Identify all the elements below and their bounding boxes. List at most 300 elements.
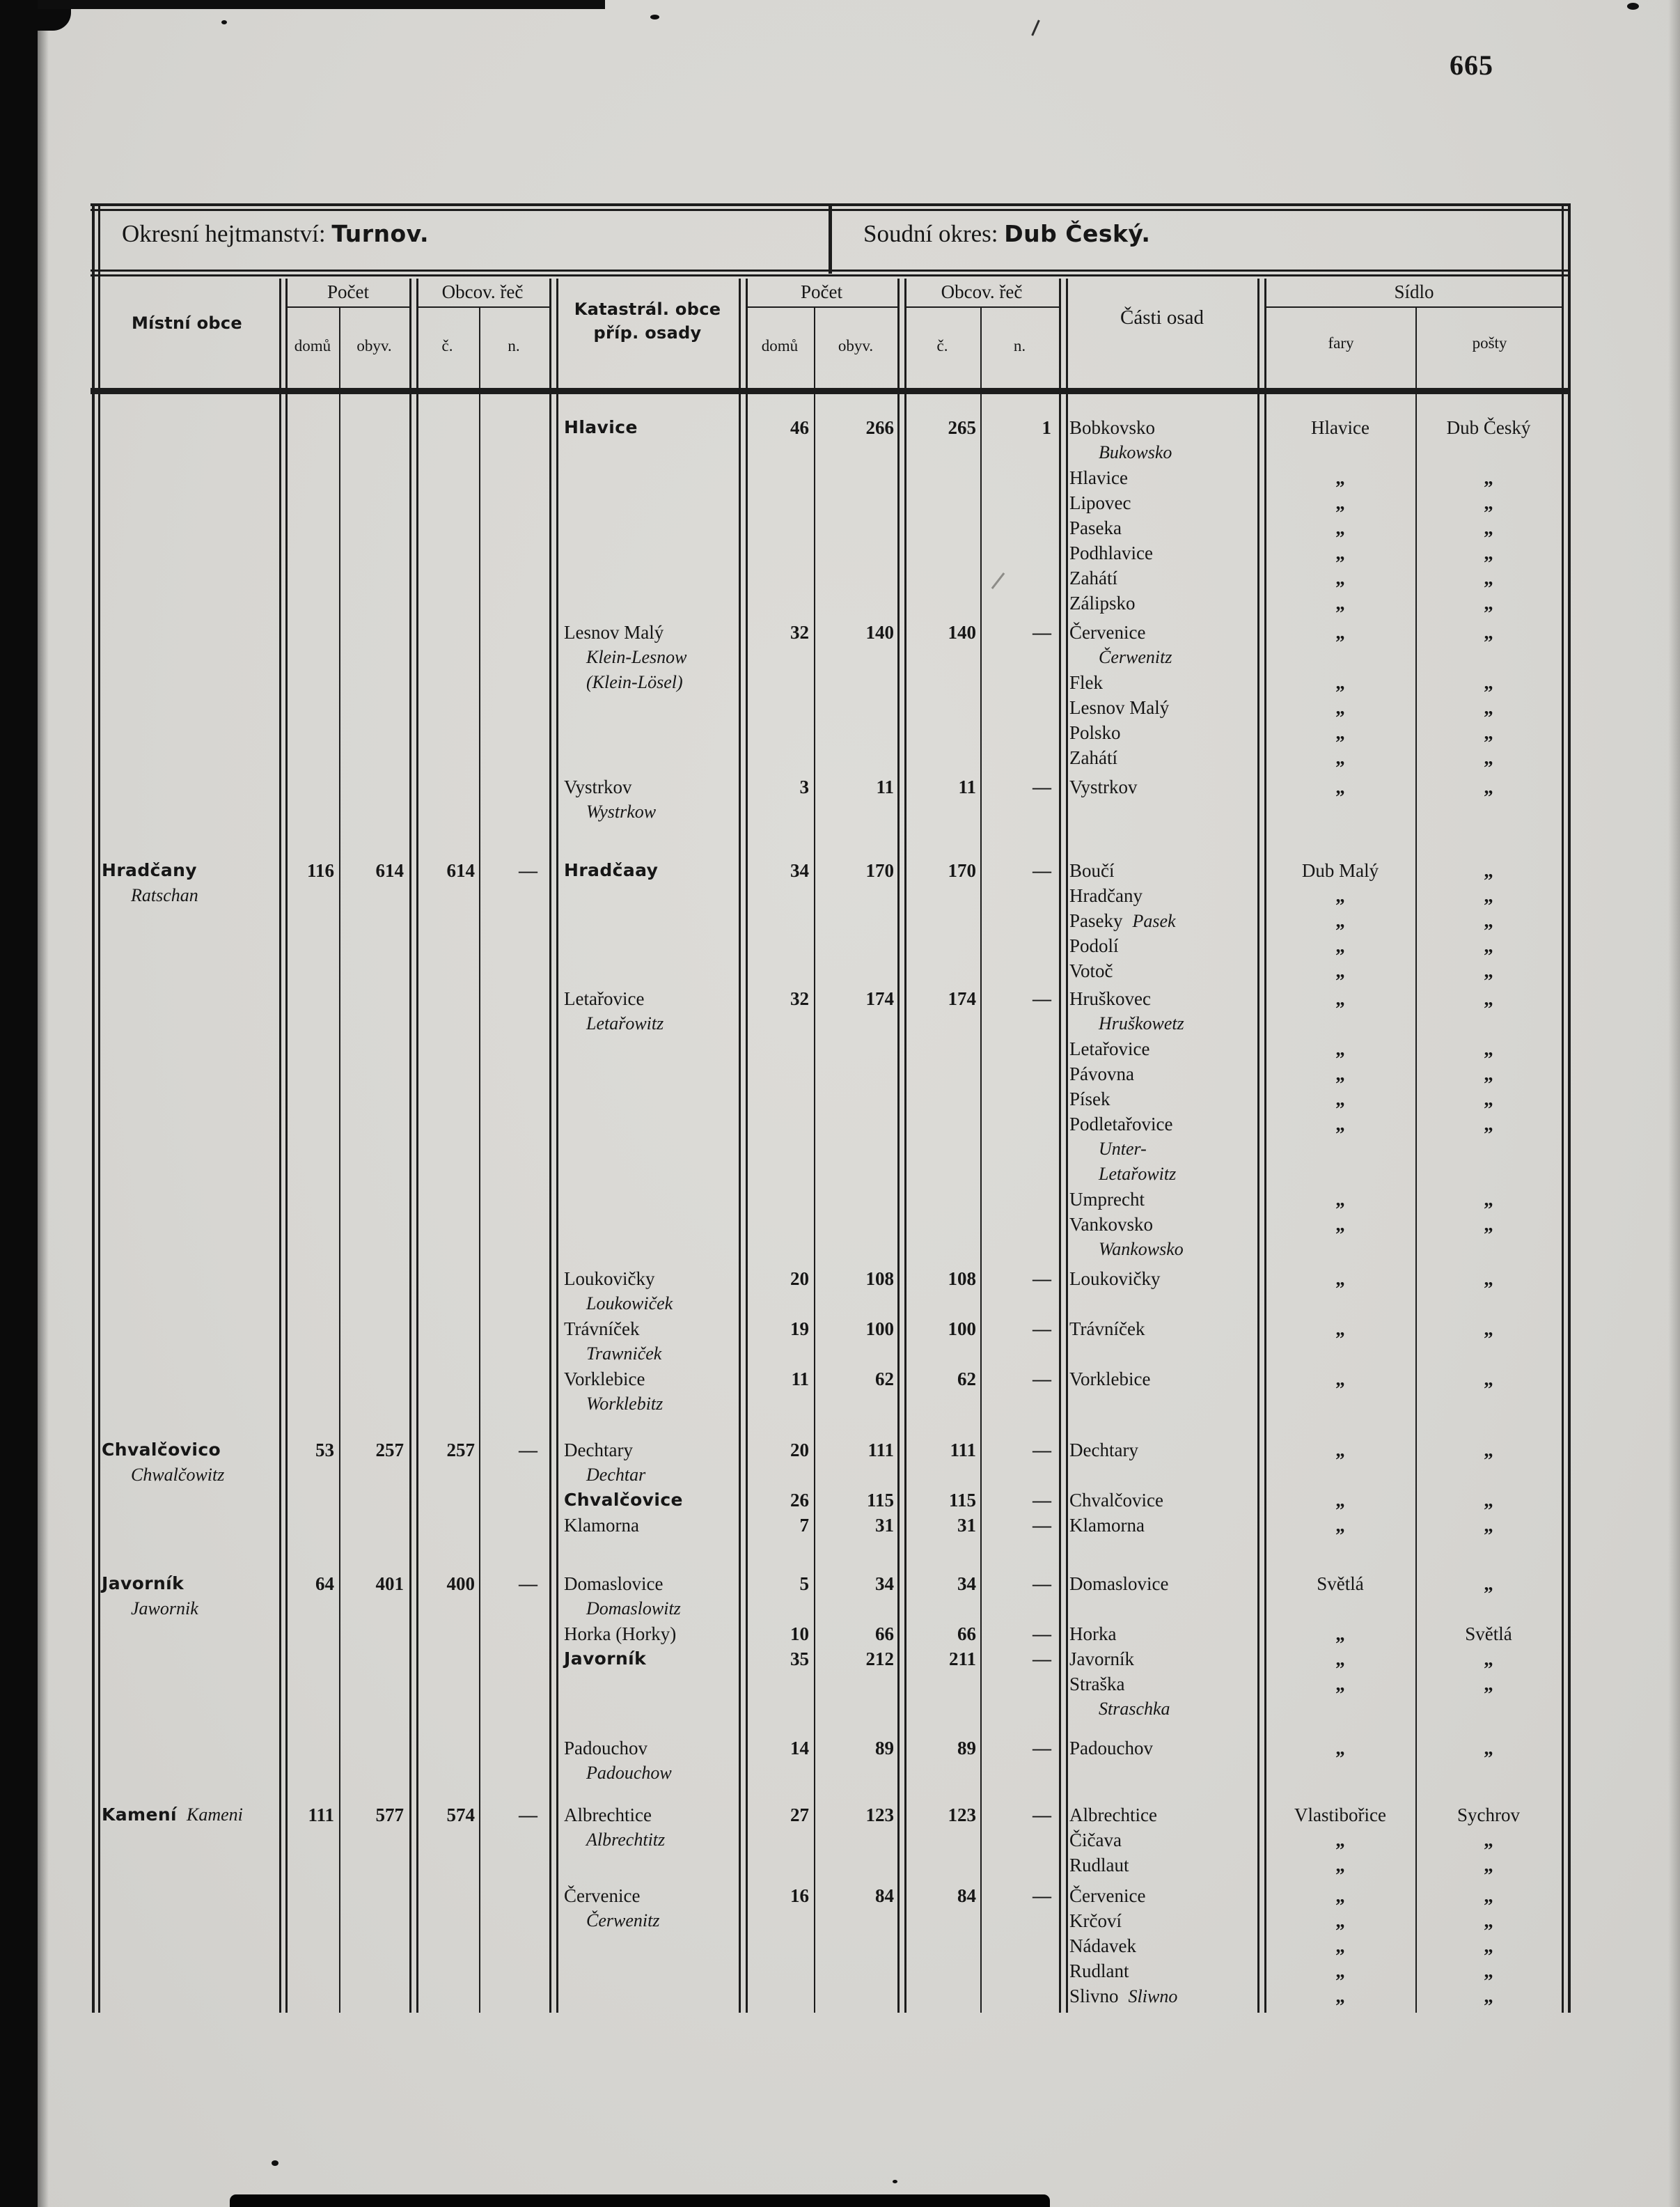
post-office-seat: Dub Český: [1446, 417, 1531, 438]
settlement-part-alt-name: Unter-: [1099, 1139, 1147, 1159]
german-speakers-count: —: [1033, 860, 1051, 881]
table-row: [91, 1342, 1570, 1367]
settlement-part-name: Polsko: [1069, 722, 1121, 743]
cadastral-name: Chvalčovice: [564, 1490, 683, 1510]
table-row: [91, 800, 1570, 825]
parish-seat: „: [1335, 722, 1345, 743]
czech-speakers-count: 257: [446, 1440, 475, 1460]
col-header-c-2: č.: [936, 337, 948, 354]
post-office-seat: „: [1484, 935, 1493, 956]
post-office-seat: „: [1484, 1440, 1493, 1460]
table-row: [91, 1187, 1570, 1212]
parish-seat: Vlastibořice: [1294, 1804, 1386, 1825]
population-count: 614: [375, 860, 404, 881]
parish-seat: „: [1335, 1623, 1345, 1644]
table-row: [91, 1959, 1570, 1984]
parish-seat: „: [1335, 568, 1345, 588]
district-heading-value: Turnov.: [331, 220, 430, 247]
post-office-seat: „: [1484, 885, 1493, 906]
german-speakers-count: —: [1033, 1440, 1051, 1460]
settlement-part-name: Letařovice: [1069, 1038, 1150, 1059]
table-row: [91, 646, 1570, 671]
settlement-part-name: Lesnov Malý: [1069, 697, 1170, 718]
court-district-heading-label: Soudní okres:: [863, 220, 998, 247]
parish-seat: „: [1335, 910, 1345, 931]
table-row: [91, 1803, 1570, 1828]
table-row: [91, 1622, 1570, 1647]
cadastral-alt-name: Worklebitz: [586, 1394, 664, 1414]
post-office-seat: „: [1484, 672, 1493, 693]
settlement-part-name: Straška: [1069, 1674, 1125, 1694]
settlement-part-name: Vystrkov: [1069, 777, 1138, 797]
german-speakers-count: —: [1033, 1368, 1051, 1389]
post-office-seat: „: [1484, 467, 1493, 488]
table-row: [91, 987, 1570, 1012]
col-header-fary: fary: [1328, 334, 1354, 352]
settlement-part-name: Paseka: [1069, 517, 1122, 538]
col-header-obyv-1: obyv.: [356, 337, 392, 354]
parish-seat: „: [1335, 1368, 1345, 1389]
settlement-part-name: Čičava: [1069, 1830, 1122, 1850]
houses-count: 32: [790, 988, 809, 1009]
table-row: [91, 696, 1570, 721]
cadastral-alt-name: Loukowiček: [586, 1293, 673, 1313]
settlement-part-name: Klamorna: [1069, 1515, 1145, 1536]
cadastral-name: Javorník: [564, 1648, 647, 1669]
col-header-pocet-1: Počet: [327, 281, 369, 302]
col-header-domu-1: domů: [294, 337, 331, 354]
houses-count: 3: [799, 777, 809, 797]
settlement-part-name: Rudlant: [1069, 1960, 1129, 1981]
settlement-part-name: Hruškovec: [1069, 988, 1151, 1009]
parish-seat: „: [1335, 885, 1345, 906]
german-speakers-count: —: [519, 860, 537, 881]
settlement-part-name: Flek: [1069, 672, 1104, 693]
municipality-name: Chvalčovico: [102, 1440, 221, 1460]
german-speakers-count: —: [1033, 1573, 1051, 1594]
municipality-alt-name: Chwalčowitz: [131, 1465, 225, 1485]
col-header-posty: pošty: [1472, 334, 1507, 352]
population-count: 111: [868, 1440, 894, 1460]
cadastral-alt-name: Albrechtitz: [586, 1830, 666, 1850]
ink-speck: [893, 2180, 897, 2183]
german-speakers-count: —: [1033, 1885, 1051, 1906]
parish-seat: „: [1335, 1515, 1345, 1536]
table-row: [91, 1137, 1570, 1162]
post-office-seat: Sychrov: [1457, 1804, 1520, 1825]
cadastral-name: Hradčaay: [564, 860, 659, 880]
table-row: [91, 884, 1570, 909]
settlement-part-alt-name: Letařowitz: [1099, 1164, 1177, 1184]
table-row: [91, 721, 1570, 746]
population-count: 66: [875, 1623, 894, 1644]
table-row: [91, 1736, 1570, 1761]
population-count: 31: [875, 1515, 894, 1536]
population-count: 140: [865, 622, 894, 643]
parish-seat: „: [1335, 1189, 1345, 1210]
houses-count: 35: [790, 1648, 809, 1669]
houses-count: 32: [790, 622, 809, 643]
table-row: [91, 1597, 1570, 1622]
parish-seat: „: [1335, 1960, 1345, 1981]
czech-speakers-count: 108: [948, 1268, 976, 1289]
settlement-part-name: Zálipsko: [1069, 593, 1136, 614]
settlement-part-name: Nádavek: [1069, 1935, 1136, 1956]
cadastral-alt-name: (Klein-Lösel): [586, 672, 683, 692]
cadastral-name: Vystrkov: [564, 777, 632, 797]
table-row: [91, 1392, 1570, 1417]
settlement-part-name: Domaslovice: [1069, 1573, 1169, 1594]
population-count: 108: [865, 1268, 894, 1289]
houses-count: 14: [790, 1738, 809, 1758]
settlement-part-name: Pávovna: [1069, 1063, 1134, 1084]
settlement-part-name: Boučí: [1069, 860, 1115, 881]
parish-seat: Dub Malý: [1301, 860, 1379, 881]
table-row: [91, 909, 1570, 934]
parish-seat: „: [1335, 1855, 1345, 1875]
table-rule: [91, 388, 1571, 394]
german-speakers-count: —: [519, 1573, 537, 1594]
czech-speakers-count: 31: [957, 1515, 976, 1536]
table-rule: [91, 203, 1571, 206]
post-office-seat: „: [1484, 1738, 1493, 1758]
table-row: [91, 746, 1570, 771]
ink-speck: [221, 20, 227, 24]
parish-seat: „: [1335, 543, 1345, 563]
cadastral-name: Padouchov: [564, 1738, 647, 1758]
post-office-seat: „: [1484, 1855, 1493, 1875]
settlement-part-name: Vorklebice: [1069, 1368, 1151, 1389]
post-office-seat: „: [1484, 1089, 1493, 1109]
houses-count: 64: [315, 1573, 334, 1594]
population-count: 11: [876, 777, 894, 797]
settlement-part-alt-name: Čerwenitz: [1099, 647, 1172, 667]
post-office-seat: „: [1484, 1515, 1493, 1536]
settlement-part-alt-name: Straschka: [1099, 1699, 1170, 1719]
czech-speakers-count: 89: [957, 1738, 976, 1758]
settlement-part-name: Červenice: [1069, 1885, 1146, 1906]
cadastral-alt-name: Letařowitz: [586, 1013, 664, 1034]
table-row: [91, 1572, 1570, 1597]
page-edge-shading: [1668, 0, 1680, 2207]
settlement-part-name: Hradčany: [1069, 885, 1143, 906]
houses-count: 46: [790, 417, 809, 438]
table-row: [91, 591, 1570, 616]
houses-count: 5: [799, 1573, 809, 1594]
table-row: [91, 959, 1570, 984]
houses-count: 34: [790, 860, 809, 881]
table-row: [91, 491, 1570, 516]
czech-speakers-count: 140: [948, 622, 976, 643]
post-office-seat: „: [1484, 1674, 1493, 1694]
col-header-katastral-1: Katastrál. obce: [574, 299, 721, 319]
parish-seat: „: [1335, 1910, 1345, 1931]
table-rule: [746, 306, 897, 308]
table-row: [91, 1087, 1570, 1112]
parish-seat: „: [1335, 1935, 1345, 1956]
czech-speakers-count: 66: [957, 1623, 976, 1644]
table-rule: [287, 306, 411, 308]
table-row: [91, 934, 1570, 959]
parish-seat: „: [1335, 777, 1345, 797]
municipality-name: Javorník: [102, 1573, 185, 1593]
settlement-part-name: Hlavice: [1069, 467, 1128, 488]
ink-slash: [1031, 20, 1040, 36]
settlement-part-name: Albrechtice: [1069, 1804, 1157, 1825]
municipality-name: Hradčany: [102, 860, 198, 880]
settlement-part-alt-name: Hruškowetz: [1099, 1013, 1184, 1034]
col-header-obcov-rec-1: Obcov. řeč: [441, 281, 524, 302]
parish-seat: „: [1335, 593, 1345, 614]
czech-speakers-count: 265: [948, 417, 976, 438]
cadastral-alt-name: Klein-Lesnow: [586, 647, 687, 667]
settlement-part-name: Chvalčovice: [1069, 1490, 1163, 1511]
german-speakers-count: —: [1033, 1515, 1051, 1536]
post-office-seat: „: [1484, 543, 1493, 563]
table-row: [91, 1984, 1570, 2009]
post-office-seat: „: [1484, 568, 1493, 588]
table-row: [91, 1828, 1570, 1853]
settlement-part-name: Rudlaut: [1069, 1855, 1129, 1875]
scan-bottom-edge-artifact: [230, 2194, 1050, 2207]
population-count: 170: [865, 860, 894, 881]
table-row: [91, 1909, 1570, 1934]
houses-count: 7: [799, 1515, 809, 1536]
settlement-part-alt-name: Pasek: [1132, 911, 1176, 931]
german-speakers-count: —: [519, 1804, 537, 1825]
district-heading-label: Okresní hejtmanství:: [122, 220, 326, 247]
houses-count: 111: [308, 1804, 334, 1825]
czech-speakers-count: 614: [446, 860, 475, 881]
czech-speakers-count: 34: [957, 1573, 976, 1594]
houses-count: 26: [790, 1490, 809, 1511]
parish-seat: „: [1335, 492, 1345, 513]
parish-seat: „: [1335, 1648, 1345, 1669]
scan-top-edge-artifact: [38, 0, 605, 9]
table-row: [91, 1853, 1570, 1878]
post-office-seat: „: [1484, 1114, 1493, 1134]
table-row: [91, 1292, 1570, 1317]
settlement-part-name: Paseky Pasek: [1069, 910, 1176, 931]
table-row: [91, 1647, 1570, 1672]
german-speakers-count: —: [519, 1440, 537, 1460]
table-row: [91, 566, 1570, 591]
settlement-part-name: Podolí: [1069, 935, 1119, 956]
table-rule: [1264, 306, 1562, 308]
german-speakers-count: —: [1033, 622, 1051, 643]
parish-seat: Světlá: [1317, 1573, 1364, 1594]
german-speakers-count: —: [1033, 1623, 1051, 1644]
houses-count: 53: [315, 1440, 334, 1460]
post-office-seat: „: [1484, 1960, 1493, 1981]
table-row: [91, 1884, 1570, 1909]
parish-seat: „: [1335, 697, 1345, 718]
cadastral-name: Lesnov Malý: [564, 622, 664, 643]
settlement-part-name: Trávníček: [1069, 1318, 1145, 1339]
cadastral-name: Klamorna: [564, 1515, 639, 1536]
col-header-pocet-2: Počet: [801, 281, 842, 302]
parish-seat: „: [1335, 622, 1345, 643]
table-row: [91, 541, 1570, 566]
post-office-seat: „: [1484, 910, 1493, 931]
post-office-seat: „: [1484, 1648, 1493, 1669]
col-header-n-2: n.: [1013, 337, 1026, 354]
cadastral-name: Vorklebice: [564, 1368, 645, 1389]
table-row: [91, 1012, 1570, 1037]
post-office-seat: „: [1484, 517, 1493, 538]
settlement-part-name: Podhlavice: [1069, 543, 1153, 563]
post-office-seat: „: [1484, 722, 1493, 743]
german-speakers-count: —: [1033, 1648, 1051, 1669]
col-header-obcov-rec-2: Obcov. řeč: [941, 281, 1023, 302]
czech-speakers-count: 211: [948, 1648, 976, 1669]
district-heading: [122, 220, 429, 248]
parish-seat: „: [1335, 1830, 1345, 1850]
settlement-part-alt-name: Wankowsko: [1099, 1239, 1184, 1259]
parish-seat: „: [1335, 1738, 1345, 1758]
houses-count: 16: [790, 1885, 809, 1906]
houses-count: 116: [306, 860, 334, 881]
population-count: 577: [375, 1804, 404, 1825]
statistical-table: [91, 203, 1570, 2014]
population-count: 115: [866, 1490, 894, 1511]
court-district-heading-value: Dub Český.: [1004, 220, 1151, 247]
post-office-seat: „: [1484, 1490, 1493, 1511]
german-speakers-count: —: [1033, 1738, 1051, 1758]
table-row: [91, 416, 1570, 441]
settlement-part-name: Votoč: [1069, 960, 1113, 981]
ink-speck: [1627, 3, 1639, 10]
table-row: [91, 1488, 1570, 1513]
post-office-seat: Světlá: [1465, 1623, 1512, 1644]
post-office-seat: „: [1484, 622, 1493, 643]
settlement-part-name: Horka: [1069, 1623, 1117, 1644]
table-rule: [829, 206, 832, 274]
col-header-casti-osad: Části osad: [1120, 306, 1204, 329]
settlement-part-name: Dechtary: [1069, 1440, 1138, 1460]
cadastral-alt-name: Trawniček: [586, 1343, 662, 1364]
population-count: 257: [375, 1440, 404, 1460]
post-office-seat: „: [1484, 697, 1493, 718]
post-office-seat: „: [1484, 1368, 1493, 1389]
table-row: [91, 621, 1570, 646]
post-office-seat: „: [1484, 960, 1493, 981]
parish-seat: „: [1335, 1885, 1345, 1906]
table-row: [91, 1438, 1570, 1463]
table-row: [91, 775, 1570, 800]
settlement-part-name: Umprecht: [1069, 1189, 1145, 1210]
settlement-part-name: Vankovsko: [1069, 1214, 1153, 1235]
czech-speakers-count: 62: [957, 1368, 976, 1389]
settlement-part-name: Bobkovsko: [1069, 417, 1156, 438]
parish-seat: „: [1335, 1114, 1345, 1134]
post-office-seat: „: [1484, 1573, 1493, 1594]
population-count: 401: [375, 1573, 404, 1594]
german-speakers-count: 1: [1042, 417, 1051, 438]
table-row: [91, 1934, 1570, 1959]
parish-seat: „: [1335, 988, 1345, 1009]
houses-count: 10: [790, 1623, 809, 1644]
table-row: [91, 516, 1570, 541]
german-speakers-count: —: [1033, 1490, 1051, 1511]
parish-seat: „: [1335, 1089, 1345, 1109]
table-row: [91, 1367, 1570, 1392]
post-office-seat: „: [1484, 492, 1493, 513]
parish-seat: „: [1335, 467, 1345, 488]
post-office-seat: „: [1484, 1935, 1493, 1956]
parish-seat: „: [1335, 1490, 1345, 1511]
population-count: 212: [865, 1648, 894, 1669]
settlement-part-name: Zahátí: [1069, 568, 1117, 588]
table-row: [91, 1062, 1570, 1087]
col-header-sidlo: Sídlo: [1394, 281, 1434, 302]
houses-count: 20: [790, 1268, 809, 1289]
court-district-heading: [863, 220, 1150, 248]
table-row: [91, 1761, 1570, 1786]
houses-count: 11: [791, 1368, 809, 1389]
parish-seat: „: [1335, 1318, 1345, 1339]
table-rule: [91, 209, 1571, 211]
czech-speakers-count: 84: [957, 1885, 976, 1906]
population-count: 174: [865, 988, 894, 1009]
cadastral-alt-name: Čerwenitz: [586, 1910, 660, 1931]
col-header-domu-2: domů: [761, 337, 799, 354]
settlement-part-name: Krčoví: [1069, 1910, 1122, 1931]
cadastral-name: Trávníček: [564, 1318, 640, 1339]
post-office-seat: „: [1484, 1189, 1493, 1210]
post-office-seat: „: [1484, 1268, 1493, 1289]
czech-speakers-count: 574: [446, 1804, 475, 1825]
cadastral-name: Loukovičky: [564, 1268, 655, 1289]
population-count: 123: [865, 1804, 894, 1825]
ink-speck: [272, 2160, 278, 2166]
houses-count: 19: [790, 1318, 809, 1339]
post-office-seat: „: [1484, 1830, 1493, 1850]
table-rule: [416, 306, 550, 308]
population-count: 62: [875, 1368, 894, 1389]
parish-seat: „: [1335, 960, 1345, 981]
table-row: [91, 1267, 1570, 1292]
post-office-seat: „: [1484, 1885, 1493, 1906]
settlement-part-alt-name: Bukowsko: [1099, 442, 1172, 462]
cadastral-alt-name: Padouchow: [586, 1763, 672, 1783]
post-office-seat: „: [1484, 1063, 1493, 1084]
municipality-alt-name: Kameni: [187, 1804, 243, 1825]
post-office-seat: „: [1484, 1910, 1493, 1931]
table-row: [91, 441, 1570, 466]
settlement-part-name: Červenice: [1069, 622, 1146, 643]
table-row: [91, 1112, 1570, 1137]
german-speakers-count: —: [1033, 1318, 1051, 1339]
settlement-part-name: Padouchov: [1069, 1738, 1153, 1758]
settlement-part-name: Podletařovice: [1069, 1114, 1173, 1134]
czech-speakers-count: 174: [948, 988, 976, 1009]
czech-speakers-count: 123: [948, 1804, 976, 1825]
post-office-seat: „: [1484, 860, 1493, 881]
parish-seat: „: [1335, 1268, 1345, 1289]
municipality-name: Kamení Kameni: [102, 1804, 243, 1825]
post-office-seat: „: [1484, 1038, 1493, 1059]
table-row: [91, 1463, 1570, 1488]
cadastral-name: Albrechtice: [564, 1804, 652, 1825]
col-header-mistni-obce: Místní obce: [131, 313, 242, 333]
settlement-part-name: Písek: [1069, 1089, 1110, 1109]
col-header-c-1: č.: [441, 337, 453, 354]
page-number: 665: [1450, 49, 1493, 81]
cadastral-name: Dechtary: [564, 1440, 633, 1460]
table-row: [91, 1697, 1570, 1722]
parish-seat: Hlavice: [1311, 417, 1369, 438]
